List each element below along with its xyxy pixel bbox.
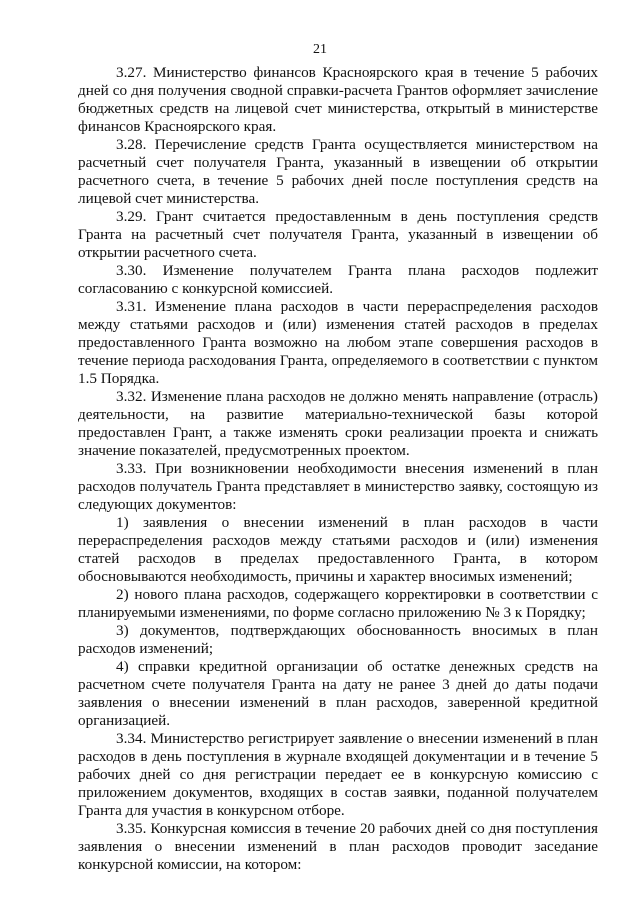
paragraph-3-34: 3.34. Министерство регистрирует заявление о внесении изменений в план расходов в день поступления в журнале входящей документации и в течение 5 рабочих дней со дня регистрации передает ее в конкурсную комиссию с приложением документов, входящих в состав заявки, поданной получателем Гранта для участия в конкурсном отборе. <box>78 730 598 819</box>
paragraph-3-28: 3.28. Перечисление средств Гранта осуществляется министерством на расчетный счет получателя Гранта, указанный в извещении об открытии расчетного счета, в течение 5 рабочих дней после поступления средств на лицевой счет министерства. <box>78 136 598 207</box>
list-item-1: 1) заявления о внесении изменений в план расходов в части перераспределения расходов между статьями расходов и (или) изменения статей расходов в пределах предоставленного Гранта, в котором обосновываются необходимость, причины и характер вносимых изменений; <box>78 514 598 585</box>
list-item-2: 2) нового плана расходов, содержащего корректировки в соответствии с планируемыми изменениями, по форме согласно приложению № 3 к Порядку; <box>78 586 598 621</box>
paragraph-3-31: 3.31. Изменение плана расходов в части перераспределения расходов между статьями расходов и (или) изменения статей расходов в пределах предоставленного Гранта возможно на любом этапе совершения расходов в течение периода расходования Гранта, определяемого в соответствии с пунктом 1.5 Порядка. <box>78 298 598 387</box>
paragraph-3-32: 3.32. Изменение плана расходов не должно менять направление (отрасль) деятельности, на развитие материально-технической базы которой предоставлен Грант, а также изменять сроки реализации проекта и снижать значение показателей, предусмотренных проектом. <box>78 388 598 459</box>
page-number: 21 <box>313 42 327 57</box>
document-body <box>78 64 598 874</box>
list-item-3: 3) документов, подтверждающих обоснованность вносимых в план расходов изменений; <box>78 622 598 657</box>
paragraph-3-29: 3.29. Грант считается предоставленным в день поступления средств Гранта на расчетный счет получателя Гранта, указанный в извещении об открытии расчетного счета. <box>78 208 598 261</box>
paragraph-3-30: 3.30. Изменение получателем Гранта плана расходов подлежит согласованию с конкурсной комиссией. <box>78 262 598 297</box>
list-item-4: 4) справки кредитной организации об остатке денежных средств на расчетном счете получателя Гранта на дату не ранее 3 дней до даты подачи заявления о внесении изменений в план расходов, заверенной кредитной организацией. <box>78 658 598 729</box>
paragraph-3-33: 3.33. При возникновении необходимости внесения изменений в план расходов получатель Гранта представляет в министерство заявку, состоящую из следующих документов: <box>78 460 598 513</box>
paragraph-3-35: 3.35. Конкурсная комиссия в течение 20 рабочих дней со дня поступления заявления о внесении изменений в план расходов проводит заседание конкурсной комиссии, на котором: <box>78 820 598 873</box>
paragraph-3-27: 3.27. Министерство финансов Красноярского края в течение 5 рабочих дней со дня получения сводной справки-расчета Грантов оформляет зачисление бюджетных средств на лицевой счет министерства, открытый в министерстве финансов Красноярского края. <box>78 64 598 135</box>
